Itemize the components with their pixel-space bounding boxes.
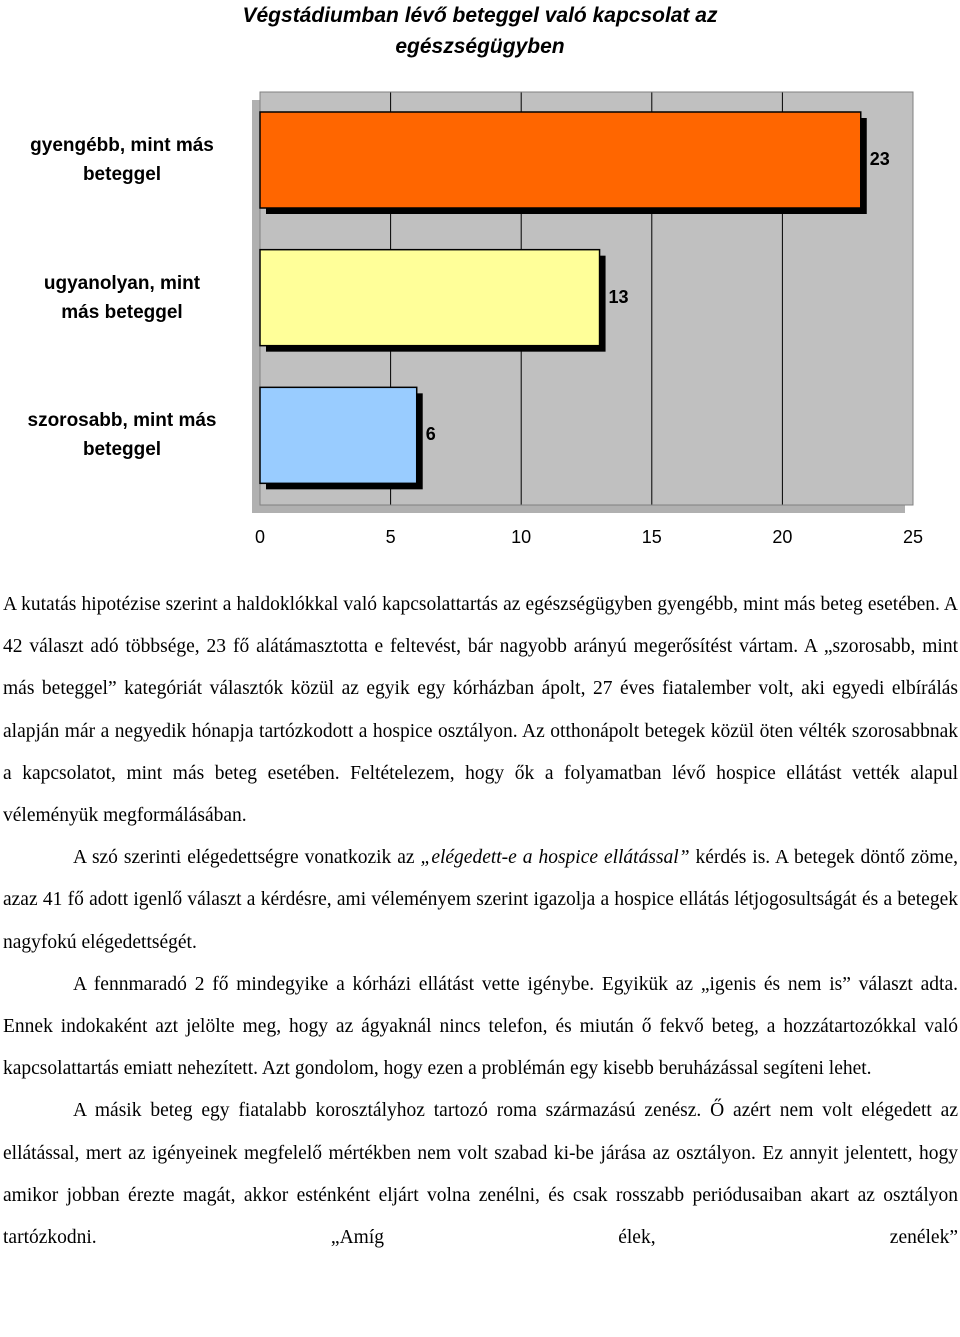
- paragraph-satisfaction-start: A szó szerinti elégedettségre vonatkozik az: [73, 847, 421, 869]
- tick-label-1: 5: [385, 527, 396, 547]
- category-label-line: ugyanolyan, mint: [43, 272, 201, 294]
- category-label-2: [0, 406, 244, 464]
- bar-2: [260, 387, 417, 483]
- tick-label-2: 10: [511, 527, 532, 547]
- value-label-0: 23: [869, 149, 890, 169]
- value-label-2: 6: [425, 424, 436, 445]
- paragraph-satisfaction-end: kérdés is. A betegek döntő zöme, azaz 41 fő adott igenlő választ a kérdésre, ami véleményem szerint igazolja a hospice ellátás létjogosultságát és a betegek nagyfokú elégedettségét.: [3, 847, 958, 953]
- chart-title: Végstádiumban lévő beteggel való kapcsolat az egészségügyben: [242, 4, 718, 58]
- category-label-line: gyengébb, mint más: [30, 135, 214, 156]
- category-label-line: beteggel: [82, 439, 162, 461]
- category-label-0: [0, 131, 244, 189]
- bar-1: [260, 250, 600, 346]
- tick-label-3: 15: [641, 527, 662, 547]
- category-label-line: beteggel: [82, 164, 162, 185]
- bar-0: [260, 112, 861, 208]
- paragraph-remaining: A fennmaradó 2 fő mindegyike a kórházi ellátást vette igénybe. Egyikük az „igenis és nem is” választ adta. Ennek indokaként azt jelölte meg, hogy az ágyaknál nincs telefon, és miután ő fekvő beteg, a hozzátartozókkal való kapcsolattartás emiatt nehezített. Azt gondolom, hogy ezen a problémán egy kisebb beruházással segíteni lehet.: [3, 973, 958, 1080]
- tick-label-4: 20: [772, 527, 793, 547]
- category-label-line: más beteggel: [61, 301, 183, 323]
- paragraph-musician: A másik beteg egy fiatalabb korosztályhoz tartozó roma származású zenész. Ő azért nem volt elégedett az ellátással, mert az igényeinek megfelelő mértékben nem volt szabad ki-be járása az osztályon. Ez annyit jelentett, hogy amikor jobban érezte magát, akkor esténként eljárt volna zenélni, és csak rosszabb periódusaiban akart az osztályon tartózkodni. „Amíg élek, zenélek”: [3, 1100, 958, 1249]
- tick-label-5: 25: [902, 527, 924, 547]
- document-body: [3, 584, 958, 1258]
- paragraph-hypothesis: A kutatás hipotézise szerint a haldoklókkal való kapcsolattartás az egészségügyben gyengébb, mint más beteg esetében. A 42 választ adó többsége, 23 fő alátámasztotta e feltevést, bár nagyobb arányú megerősítést vártam. A „szorosabb, mint más beteggel” kategóriát választók közül az egyik egy kórházban ápolt, 27 éves fiatalember volt, aki egyedi elbírálás alapján már a negyedik hónapja tartózkodott a hospice osztályon. Az otthonápolt betegek közül öten vélték szorosabbnak a kapcsolatot, mint más beteg esetében. Feltételezem, hogy ők a folyamatban lévő hospice ellátást vették alapul véleményük megformálásában.: [3, 594, 958, 827]
- bar-chart: [0, 0, 960, 560]
- quoted-question: „elégedett-e a hospice ellátással”: [420, 847, 690, 869]
- paragraph-satisfaction: [3, 837, 958, 964]
- category-label-line: szorosabb, mint más: [27, 410, 217, 432]
- value-label-1: 13: [608, 286, 629, 307]
- tick-label-0: 0: [254, 527, 265, 547]
- category-label-1: [0, 269, 244, 327]
